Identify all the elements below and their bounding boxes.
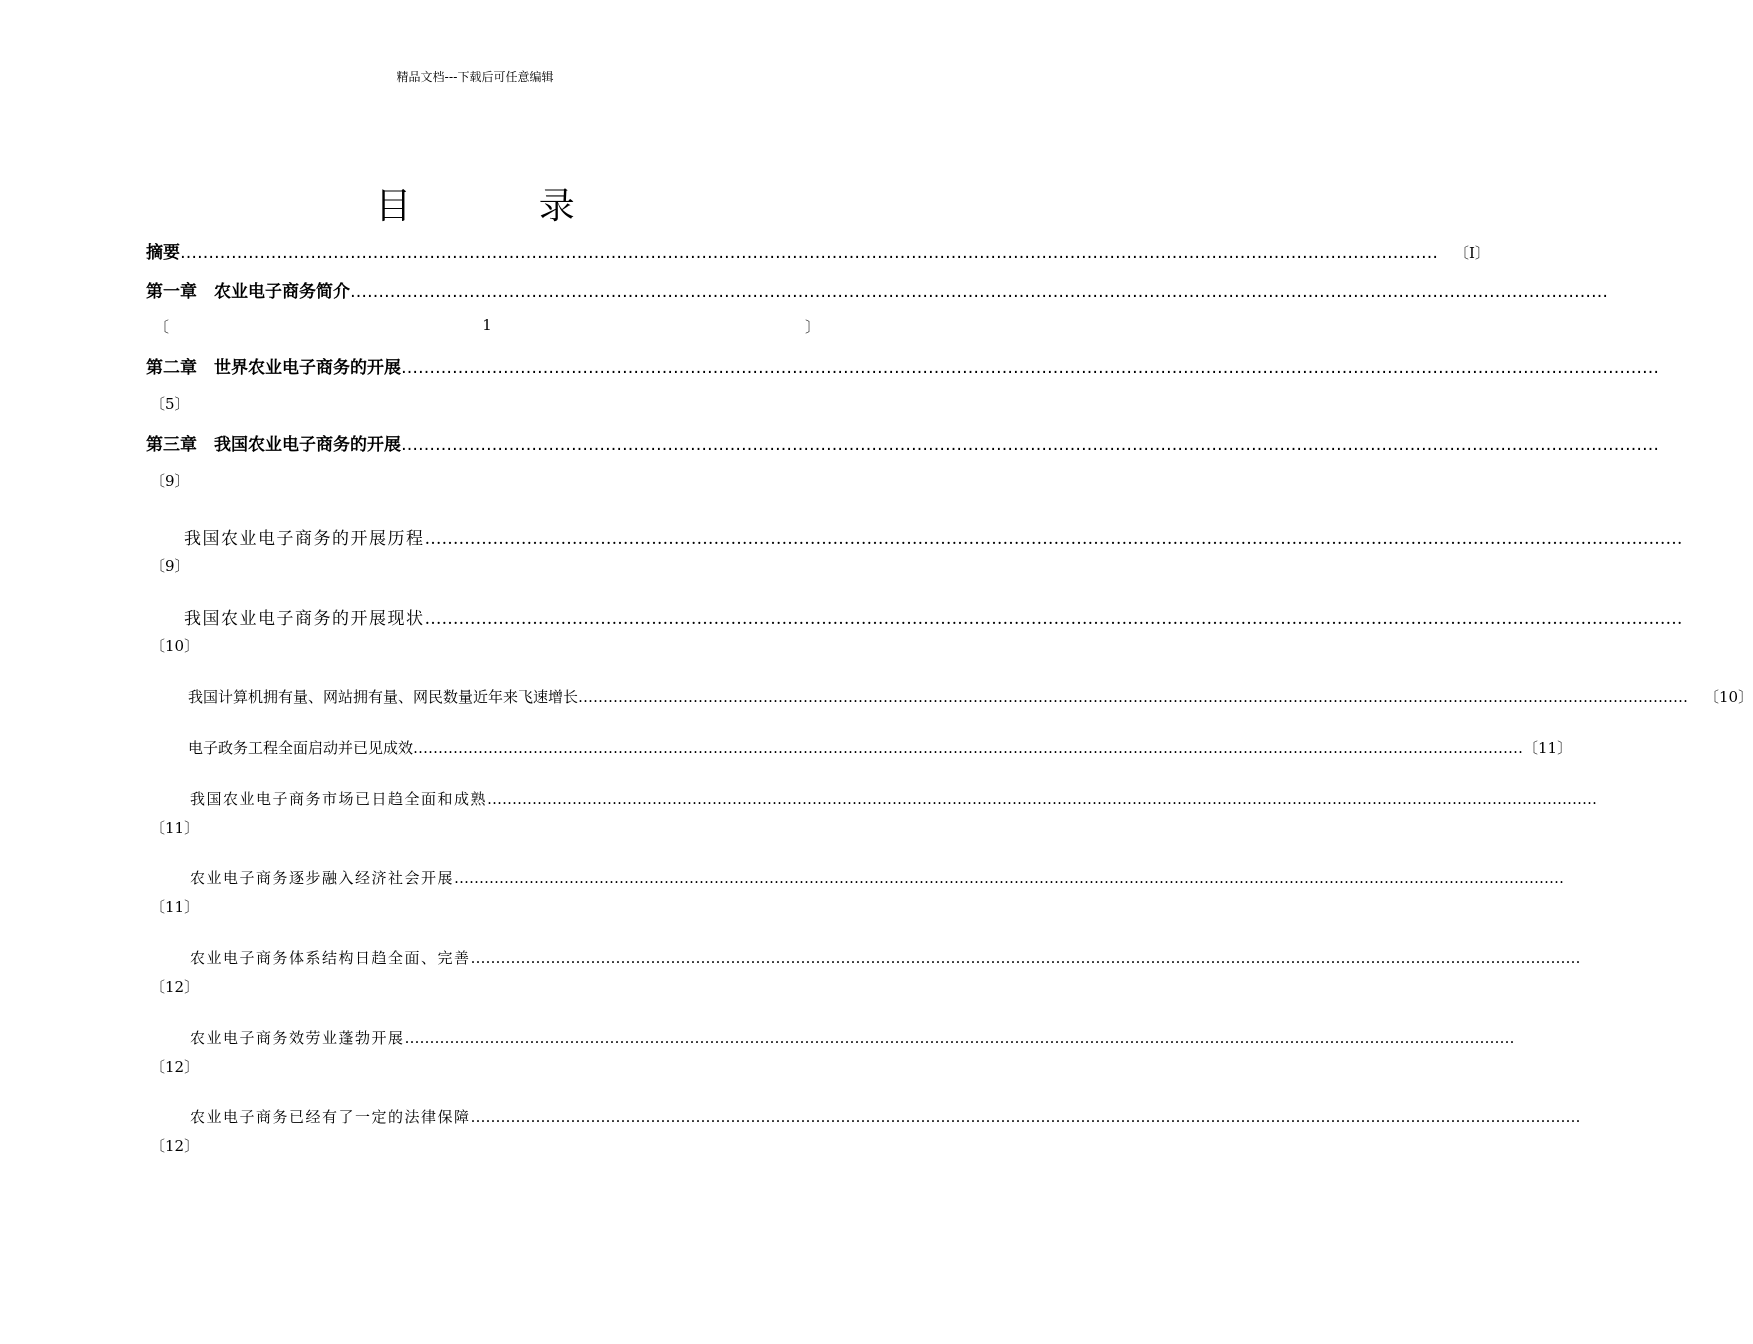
dot-leader: …………………………………………………………………………………………………………………………………………………………………………………………………… — [487, 790, 1598, 808]
dot-leader: …………………………………………………………………………………………………………………………………………………………………………………………………… — [401, 358, 1659, 378]
toc-label: 摘要 — [146, 243, 180, 263]
toc-page: 1 — [482, 316, 492, 334]
toc-label: 电子政务工程全面启动并已见成效 — [188, 739, 414, 757]
toc-label: 农业电子商务效劳业蓬勃开展 — [190, 1029, 405, 1047]
toc-entry-abstract[interactable] — [146, 238, 1490, 263]
dot-leader: …………………………………………………………………………………………………………………………………………………………………………………………………… — [578, 688, 1689, 706]
toc-page: 〔10〕 — [150, 637, 200, 655]
dot-leader: …………………………………………………………………………………………………………………………………………………………………………………………………… — [454, 869, 1565, 887]
toc-label: 第一章 农业电子商务简介 — [146, 282, 350, 302]
dot-leader: …………………………………………………………………………………………………………………………………………………………………………………………………… — [470, 1108, 1581, 1126]
dot-leader: …………………………………………………………………………………………………………………………………………………………………………………………………… — [424, 529, 1683, 549]
toc-entry-chapter-3[interactable] — [146, 430, 1659, 455]
toc-entry-subsection-2[interactable] — [188, 737, 1573, 758]
toc-label: 第二章 世界农业电子商务的开展 — [146, 358, 401, 378]
toc-page: 〔11〕 — [150, 819, 200, 837]
page-bracket-open: 〔 — [154, 318, 170, 336]
toc-page: 〔11〕 — [150, 898, 200, 916]
toc-page: 〔12〕 — [150, 1137, 200, 1155]
toc-entry-subsection-5[interactable] — [190, 947, 1581, 968]
dot-leader: …………………………………………………………………………………………………………………………………………………………………………………………………… — [424, 609, 1683, 629]
toc-entry-chapter-2[interactable] — [146, 353, 1659, 378]
toc-page: 〔9〕 — [150, 557, 190, 575]
toc-entry-section-1[interactable] — [184, 524, 1683, 549]
toc-page: 〔11〕 — [1523, 739, 1573, 757]
toc-label: 我国农业电子商务的开展现状 — [184, 609, 425, 629]
toc-entry-chapter-1[interactable] — [146, 277, 1608, 302]
toc-page: 〔9〕 — [150, 472, 190, 490]
page-header: 精品文档---下载后可任意编辑 — [396, 70, 554, 84]
dot-leader: …………………………………………………………………………………………………………………………………………………………………………………………………… — [404, 1029, 1515, 1047]
toc-page: 〔Ⅰ〕 — [1454, 244, 1490, 262]
toc-entry-subsection-1[interactable] — [188, 686, 1753, 707]
toc-page-row-chapter-1 — [154, 316, 820, 337]
toc-label: 第三章 我国农业电子商务的开展 — [146, 435, 401, 455]
dot-leader: …………………………………………………………………………………………………………………………………………………………………………………………………… — [401, 435, 1659, 455]
dot-leader: …………………………………………………………………………………………………………………………………………………………………………………………………… — [413, 739, 1524, 757]
toc-entry-subsection-7[interactable] — [190, 1106, 1581, 1127]
toc-page: 〔5〕 — [150, 395, 190, 413]
toc-entry-subsection-3[interactable] — [190, 788, 1598, 809]
toc-entry-section-2[interactable] — [184, 604, 1683, 629]
dot-leader: …………………………………………………………………………………………………………………………………………………………………………………………………… — [180, 243, 1438, 263]
toc-label: 农业电子商务体系结构日趋全面、完善 — [190, 949, 471, 967]
toc-label: 我国农业电子商务的开展历程 — [184, 529, 425, 549]
toc-label: 我国计算机拥有量、网站拥有量、网民数量近年来飞速增长 — [188, 688, 579, 706]
dot-leader: …………………………………………………………………………………………………………………………………………………………………………………………………… — [470, 949, 1581, 967]
toc-label: 我国农业电子商务市场已日趋全面和成熟 — [190, 790, 488, 808]
toc-page: 〔12〕 — [150, 978, 200, 996]
toc-entry-subsection-4[interactable] — [190, 867, 1565, 888]
toc-label: 农业电子商务已经有了一定的法律保障 — [190, 1108, 471, 1126]
toc-page: 〔10〕 — [1704, 688, 1753, 706]
dot-leader: …………………………………………………………………………………………………………………………………………………………………………………………………… — [350, 282, 1608, 302]
toc-label: 农业电子商务逐步融入经济社会开展 — [190, 869, 455, 887]
page-bracket-close: 〕 — [804, 318, 820, 336]
page-title: 目 录 — [375, 186, 633, 227]
toc-entry-subsection-6[interactable] — [190, 1027, 1515, 1048]
toc-page: 〔12〕 — [150, 1058, 200, 1076]
